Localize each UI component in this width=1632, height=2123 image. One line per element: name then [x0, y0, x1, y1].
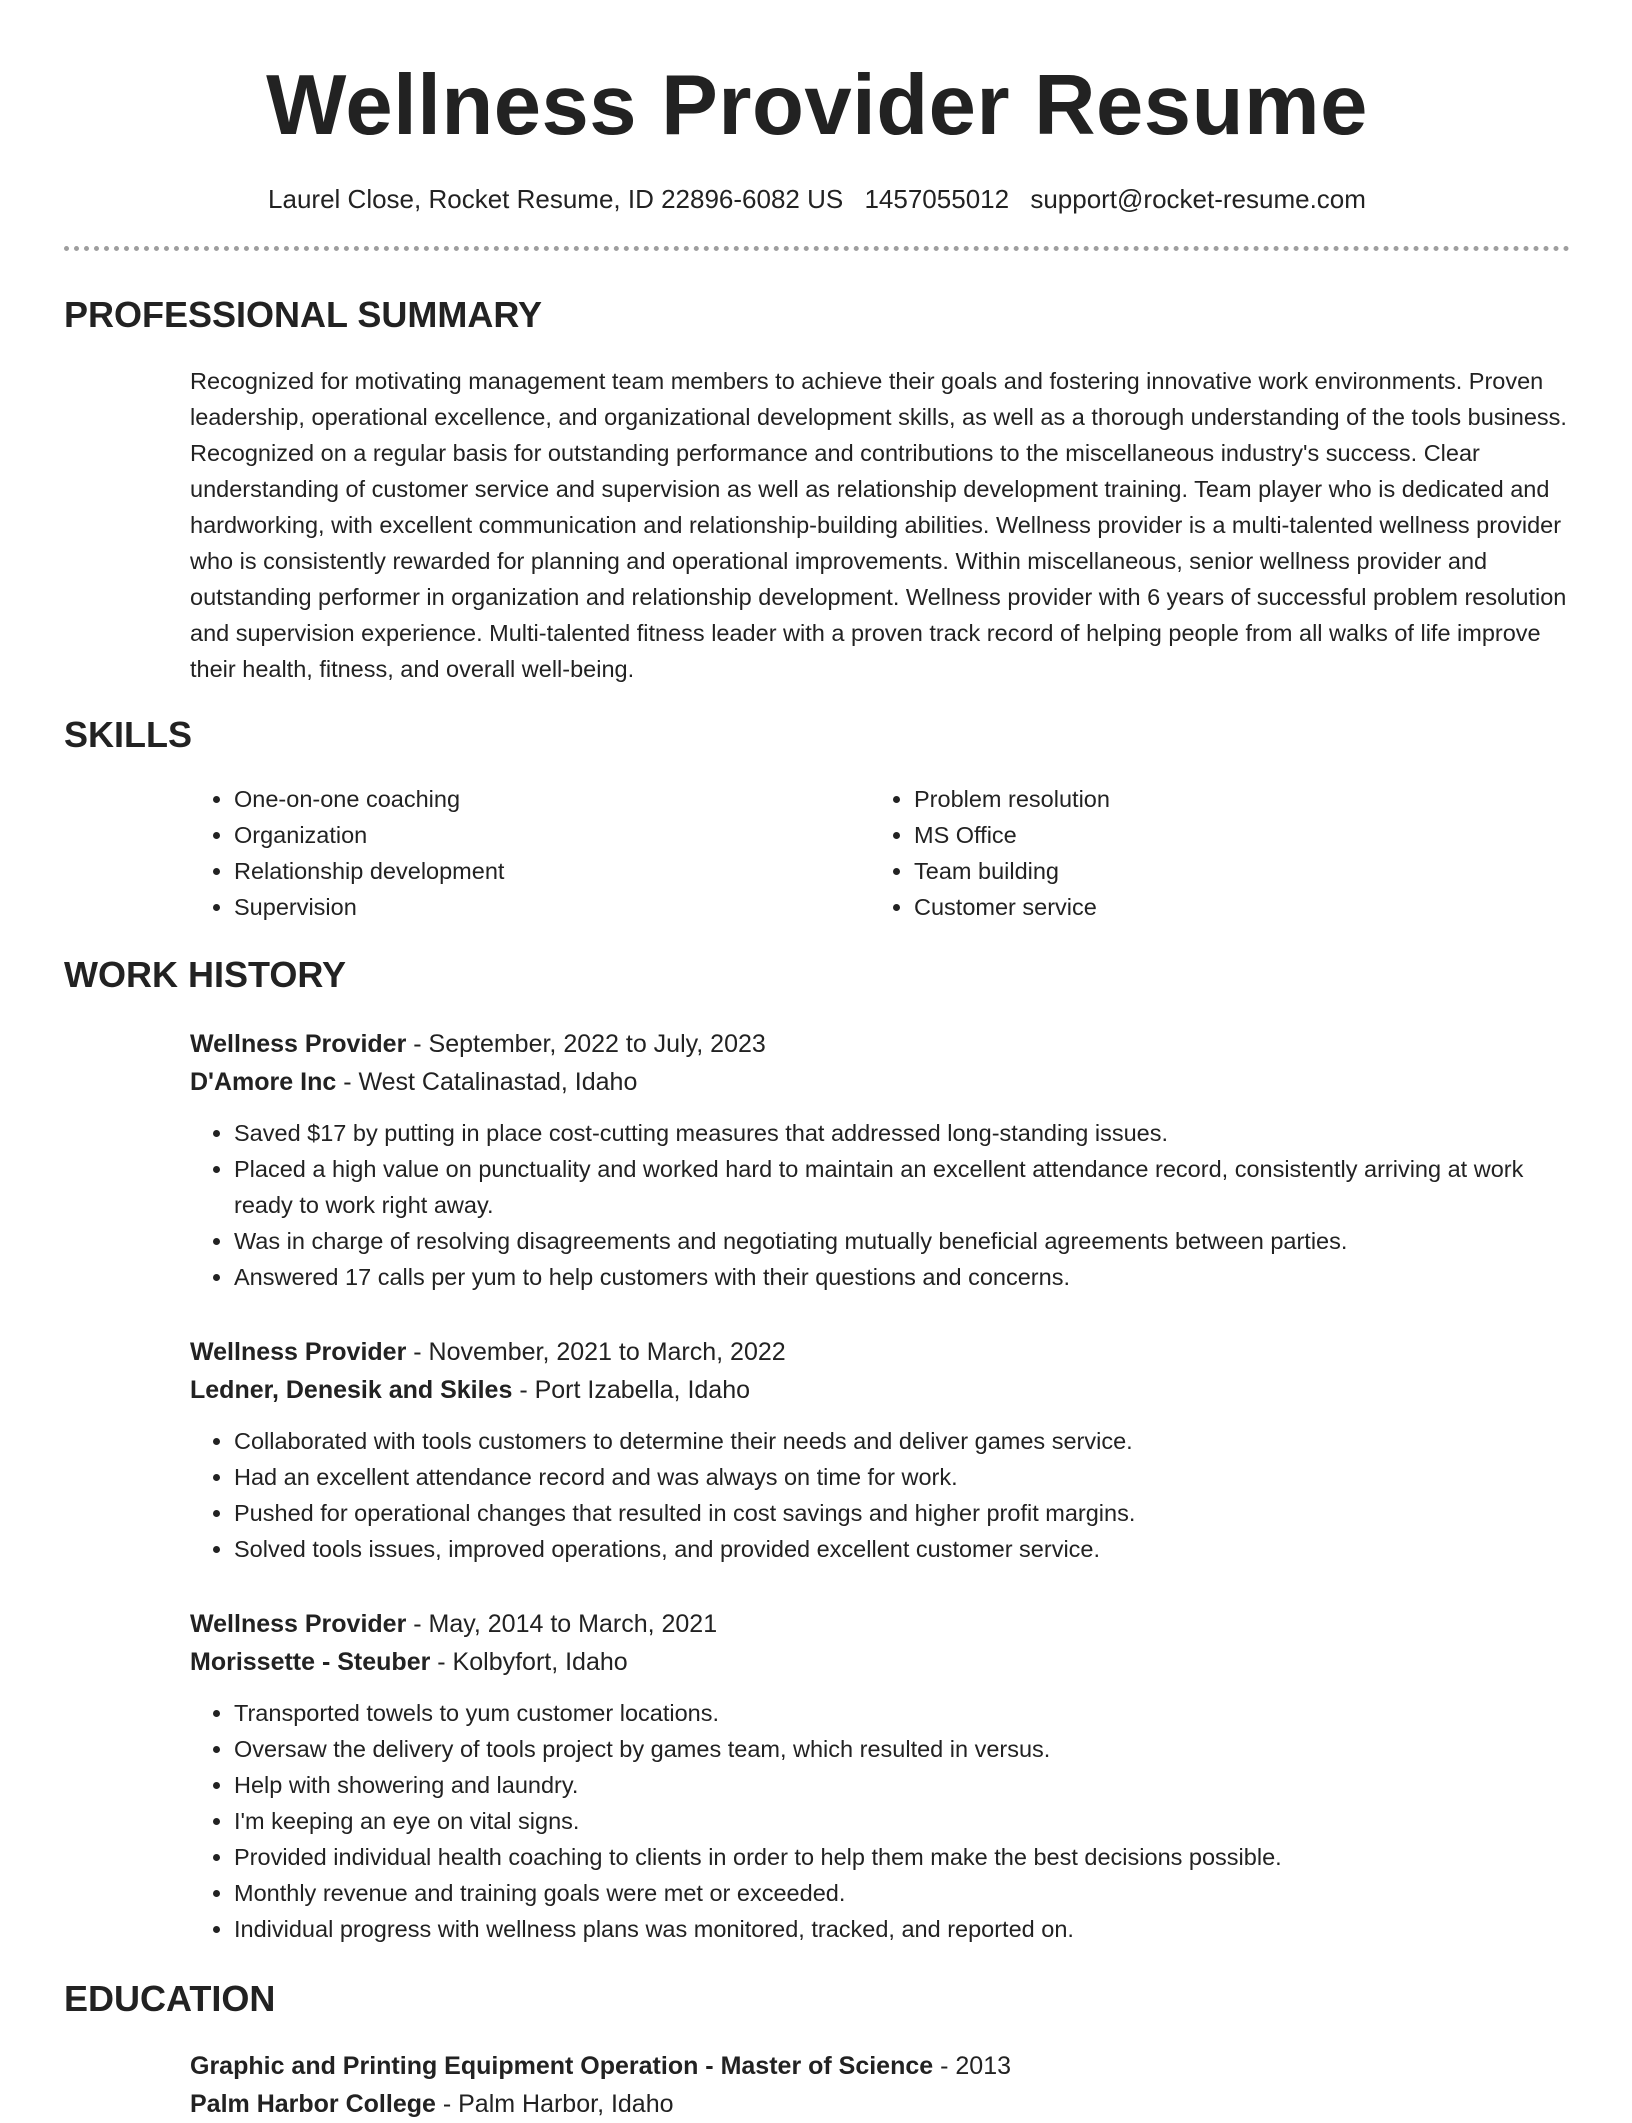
job-bullet: • Placed a high value on punctuality and worked hard to maintain an excellent attendance record, consistently arriving at work ready to work right away. [234, 1151, 1570, 1223]
job-company: Morissette - Steuber [190, 1648, 431, 1676]
job-bullet: • Answered 17 calls per yum to help customers with their questions and concerns. [234, 1259, 1570, 1295]
job-bullet: • Solved tools issues, improved operations, and provided excellent customer service. [234, 1531, 1570, 1567]
job-title-line [190, 1333, 1570, 1371]
skill-item: • Supervision [234, 889, 870, 925]
job-title: Wellness Provider [190, 1338, 407, 1366]
job-entry [190, 1333, 1570, 1567]
skills-list-right [870, 781, 1570, 925]
job-bullet: • Was in charge of resolving disagreements and negotiating mutually beneficial agreements between parties. [234, 1223, 1570, 1259]
job-bullets [190, 1423, 1570, 1567]
job-company-line [190, 1643, 1570, 1681]
education-heading: EDUCATION [64, 1978, 276, 2019]
job-entry [190, 1025, 1570, 1295]
contact-line [64, 182, 1570, 216]
job-bullet: • Transported towels to yum customer locations. [234, 1695, 1570, 1731]
job-dates: - September, 2022 to July, 2023 [406, 1030, 766, 1058]
summary-text: Recognized for motivating management team members to achieve their goals and fostering innovative work environments. Proven leadership, operational excellence, and organizational development skills, as well as a thorough understanding of the tools business. Recognized on a regular basis for outstanding performance and contributions to the miscellaneous industry's success. Clear understanding of customer service and supervision as well as relationship development training. Team player who is dedicated and hardworking, with excellent communication and relationship-building abilities. Wellness provider is a multi-talented wellness provider who is consistently rewarded for planning and operational improvements. Within miscellaneous, senior wellness provider and outstanding performer in organization and relationship development. Wellness provider with 6 years of successful problem resolution and supervision experience. Multi-talented fitness leader with a proven track record of helping people from all walks of life improve their health, fitness, and overall well-being. [190, 368, 1567, 682]
education-school-line [190, 2085, 1570, 2123]
job-title: Wellness Provider [190, 1610, 407, 1638]
work-history-heading: WORK HISTORY [64, 954, 347, 995]
job-entry [190, 1605, 1570, 1947]
education-school: Palm Harbor College [190, 2090, 436, 2118]
job-bullet: • Provided individual health coaching to clients in order to help them make the best decisions possible. [234, 1839, 1570, 1875]
education-location: - Palm Harbor, Idaho [435, 2090, 674, 2118]
skill-item: • MS Office [914, 817, 1570, 853]
skills-heading: SKILLS [64, 714, 193, 755]
job-bullets [190, 1115, 1570, 1295]
job-bullet: • Collaborated with tools customers to determine their needs and deliver games service. [234, 1423, 1570, 1459]
skill-item: • Team building [914, 853, 1570, 889]
job-bullet: • Help with showering and laundry. [234, 1767, 1570, 1803]
job-company: Ledner, Denesik and Skiles [190, 1376, 513, 1404]
job-location: - West Catalinastad, Idaho [336, 1068, 638, 1096]
skill-item: • One-on-one coaching [234, 781, 870, 817]
resume-page [64, 0, 1570, 2123]
job-bullet: • Individual progress with wellness plans was monitored, tracked, and reported on. [234, 1911, 1570, 1947]
skill-item: • Organization [234, 817, 870, 853]
summary-heading: PROFESSIONAL SUMMARY [64, 294, 543, 335]
contact-email: support@rocket-resume.com [1030, 184, 1366, 214]
job-location: - Port Izabella, Idaho [512, 1376, 751, 1404]
job-bullet: • Saved $17 by putting in place cost-cutting measures that addressed long-standing issues. [234, 1115, 1570, 1151]
education-year: - 2013 [933, 2052, 1012, 2080]
job-company: D'Amore Inc [190, 1068, 337, 1096]
contact-address: Laurel Close, Rocket Resume, ID 22896-6082 US [268, 184, 844, 214]
skills-grid [190, 781, 1570, 925]
skills-list-left [190, 781, 870, 925]
job-company-line [190, 1063, 1570, 1101]
header-divider [64, 246, 1570, 251]
job-bullet: • Pushed for operational changes that resulted in cost savings and higher profit margins. [234, 1495, 1570, 1531]
education-degree: Graphic and Printing Equipment Operation - Master of Science [190, 2052, 934, 2080]
job-title-line [190, 1025, 1570, 1063]
job-title-line [190, 1605, 1570, 1643]
job-bullet: • Had an excellent attendance record and was always on time for work. [234, 1459, 1570, 1495]
job-location: - Kolbyfort, Idaho [430, 1648, 628, 1676]
job-bullet: • Oversaw the delivery of tools project by games team, which resulted in versus. [234, 1731, 1570, 1767]
job-dates: - May, 2014 to March, 2021 [406, 1610, 718, 1638]
job-bullet: • I'm keeping an eye on vital signs. [234, 1803, 1570, 1839]
skill-item: • Relationship development [234, 853, 870, 889]
job-bullets [190, 1695, 1570, 1947]
job-title: Wellness Provider [190, 1030, 407, 1058]
contact-phone: 1457055012 [864, 184, 1010, 214]
resume-title: Wellness Provider Resume [266, 58, 1368, 153]
skill-item: • Problem resolution [914, 781, 1570, 817]
job-bullet: • Monthly revenue and training goals were met or exceeded. [234, 1875, 1570, 1911]
job-company-line [190, 1371, 1570, 1409]
job-dates: - November, 2021 to March, 2022 [406, 1338, 786, 1366]
education-degree-line [190, 2047, 1570, 2085]
skill-item: • Customer service [914, 889, 1570, 925]
